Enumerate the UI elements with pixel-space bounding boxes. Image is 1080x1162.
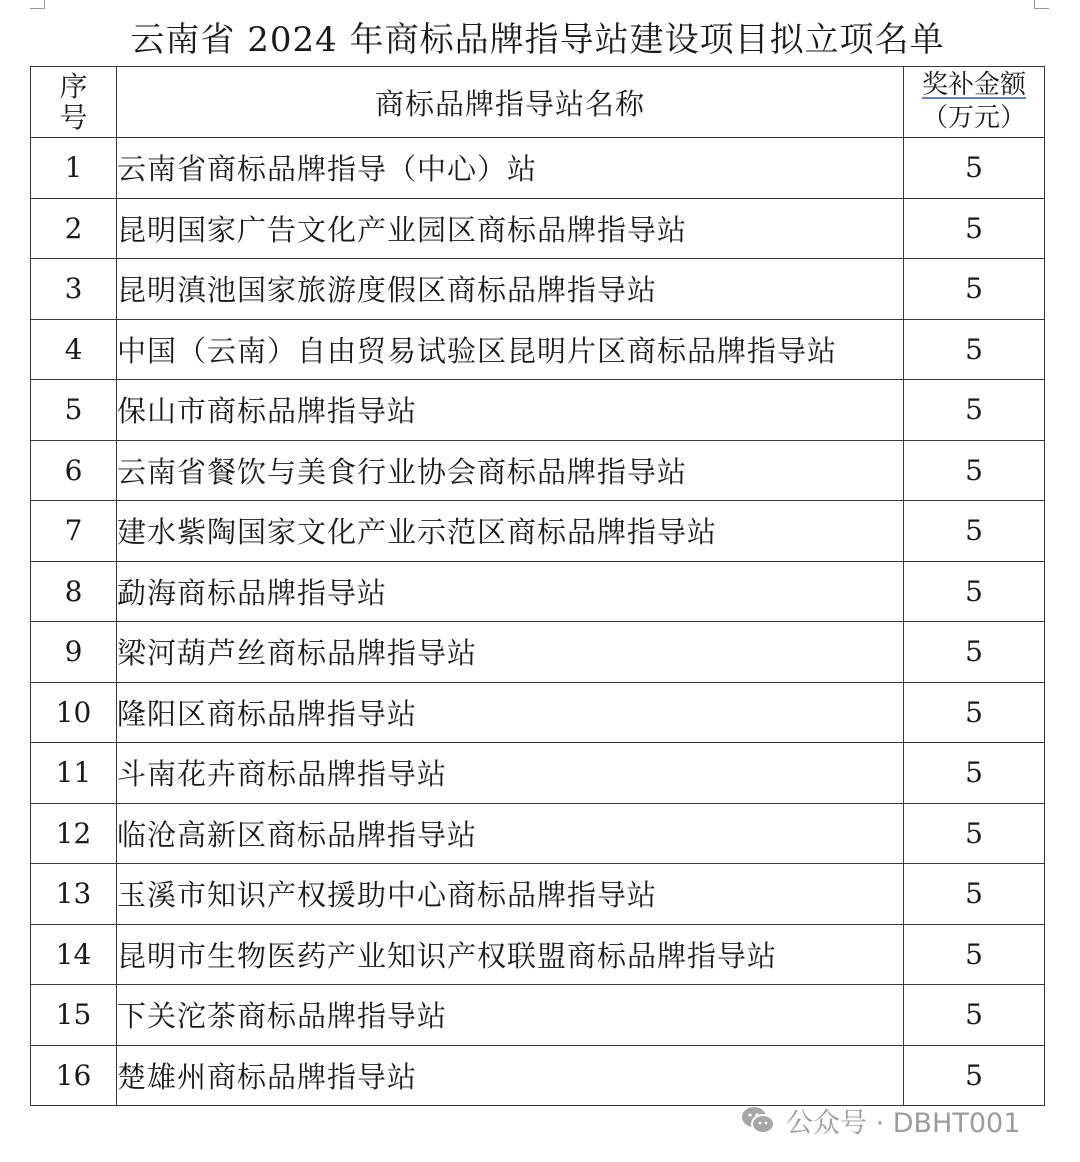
page-corner-mark-right bbox=[1034, 0, 1049, 9]
table-row bbox=[31, 1045, 1045, 1106]
row-station-name: 斗南花卉商标品牌指导站 bbox=[117, 743, 904, 804]
row-serial-number: 12 bbox=[31, 803, 117, 864]
watermark bbox=[740, 1102, 1020, 1138]
row-serial-number: 15 bbox=[31, 985, 117, 1046]
table-row bbox=[31, 622, 1045, 683]
table-row bbox=[31, 561, 1045, 622]
row-subsidy-amount: 5 bbox=[904, 138, 1045, 199]
row-subsidy-amount: 5 bbox=[904, 682, 1045, 743]
row-serial-number: 3 bbox=[31, 259, 117, 320]
row-serial-number: 1 bbox=[31, 138, 117, 199]
table-row bbox=[31, 743, 1045, 804]
page-corner-mark-left bbox=[30, 0, 45, 9]
table-row bbox=[31, 924, 1045, 985]
table-row bbox=[31, 501, 1045, 562]
header-serial-line1: 序 bbox=[59, 70, 88, 103]
row-station-name: 楚雄州商标品牌指导站 bbox=[117, 1045, 904, 1106]
row-serial-number: 11 bbox=[31, 743, 117, 804]
row-station-name: 建水紫陶国家文化产业示范区商标品牌指导站 bbox=[117, 501, 904, 562]
row-serial-number: 7 bbox=[31, 501, 117, 562]
header-serial-line2: 号 bbox=[59, 101, 88, 134]
row-station-name: 保山市商标品牌指导站 bbox=[117, 380, 904, 441]
row-subsidy-amount: 5 bbox=[904, 803, 1045, 864]
table-row bbox=[31, 864, 1045, 925]
header-subsidy-amount bbox=[904, 67, 1045, 138]
row-subsidy-amount: 5 bbox=[904, 259, 1045, 320]
row-station-name: 梁河葫芦丝商标品牌指导站 bbox=[117, 622, 904, 683]
row-subsidy-amount: 5 bbox=[904, 1045, 1045, 1106]
header-station-name: 商标品牌指导站名称 bbox=[117, 67, 904, 138]
wechat-icon bbox=[740, 1104, 776, 1136]
row-station-name: 勐海商标品牌指导站 bbox=[117, 561, 904, 622]
row-subsidy-amount: 5 bbox=[904, 985, 1045, 1046]
row-serial-number: 2 bbox=[31, 198, 117, 259]
row-subsidy-amount: 5 bbox=[904, 319, 1045, 380]
row-serial-number: 4 bbox=[31, 319, 117, 380]
table-row bbox=[31, 440, 1045, 501]
table-row bbox=[31, 138, 1045, 199]
project-list-table bbox=[30, 66, 1045, 1106]
table-row bbox=[31, 682, 1045, 743]
row-serial-number: 5 bbox=[31, 380, 117, 441]
row-subsidy-amount: 5 bbox=[904, 440, 1045, 501]
table-row bbox=[31, 259, 1045, 320]
row-subsidy-amount: 5 bbox=[904, 864, 1045, 925]
row-station-name: 玉溪市知识产权援助中心商标品牌指导站 bbox=[117, 864, 904, 925]
row-station-name: 昆明国家广告文化产业园区商标品牌指导站 bbox=[117, 198, 904, 259]
row-subsidy-amount: 5 bbox=[904, 924, 1045, 985]
row-station-name: 临沧高新区商标品牌指导站 bbox=[117, 803, 904, 864]
row-serial-number: 14 bbox=[31, 924, 117, 985]
row-station-name: 昆明滇池国家旅游度假区商标品牌指导站 bbox=[117, 259, 904, 320]
row-subsidy-amount: 5 bbox=[904, 198, 1045, 259]
row-serial-number: 16 bbox=[31, 1045, 117, 1106]
table-row bbox=[31, 198, 1045, 259]
row-station-name: 云南省商标品牌指导（中心）站 bbox=[117, 138, 904, 199]
header-amount-line2: （万元） bbox=[921, 103, 1026, 133]
row-station-name: 云南省餐饮与美食行业协会商标品牌指导站 bbox=[117, 440, 904, 501]
row-subsidy-amount: 5 bbox=[904, 743, 1045, 804]
row-serial-number: 8 bbox=[31, 561, 117, 622]
row-serial-number: 6 bbox=[31, 440, 117, 501]
row-serial-number: 9 bbox=[31, 622, 117, 683]
row-serial-number: 13 bbox=[31, 864, 117, 925]
row-subsidy-amount: 5 bbox=[904, 501, 1045, 562]
table-header-row bbox=[31, 67, 1045, 138]
row-station-name: 下关沱茶商标品牌指导站 bbox=[117, 985, 904, 1046]
row-station-name: 隆阳区商标品牌指导站 bbox=[117, 682, 904, 743]
row-station-name: 中国（云南）自由贸易试验区昆明片区商标品牌指导站 bbox=[117, 319, 904, 380]
row-subsidy-amount: 5 bbox=[904, 622, 1045, 683]
row-serial-number: 10 bbox=[31, 682, 117, 743]
table-row bbox=[31, 803, 1045, 864]
table-row bbox=[31, 380, 1045, 441]
row-subsidy-amount: 5 bbox=[904, 561, 1045, 622]
header-serial-number bbox=[31, 67, 117, 138]
document-title: 云南省 2024 年商标品牌指导站建设项目拟立项名单 bbox=[130, 20, 945, 60]
table-body bbox=[31, 138, 1045, 1106]
table-row bbox=[31, 985, 1045, 1046]
row-subsidy-amount: 5 bbox=[904, 380, 1045, 441]
row-station-name: 昆明市生物医药产业知识产权联盟商标品牌指导站 bbox=[117, 924, 904, 985]
header-amount-line1: 奖补金额 bbox=[921, 70, 1026, 100]
watermark-text: 公众号 · DBHT001 bbox=[786, 1107, 1021, 1139]
table-row bbox=[31, 319, 1045, 380]
